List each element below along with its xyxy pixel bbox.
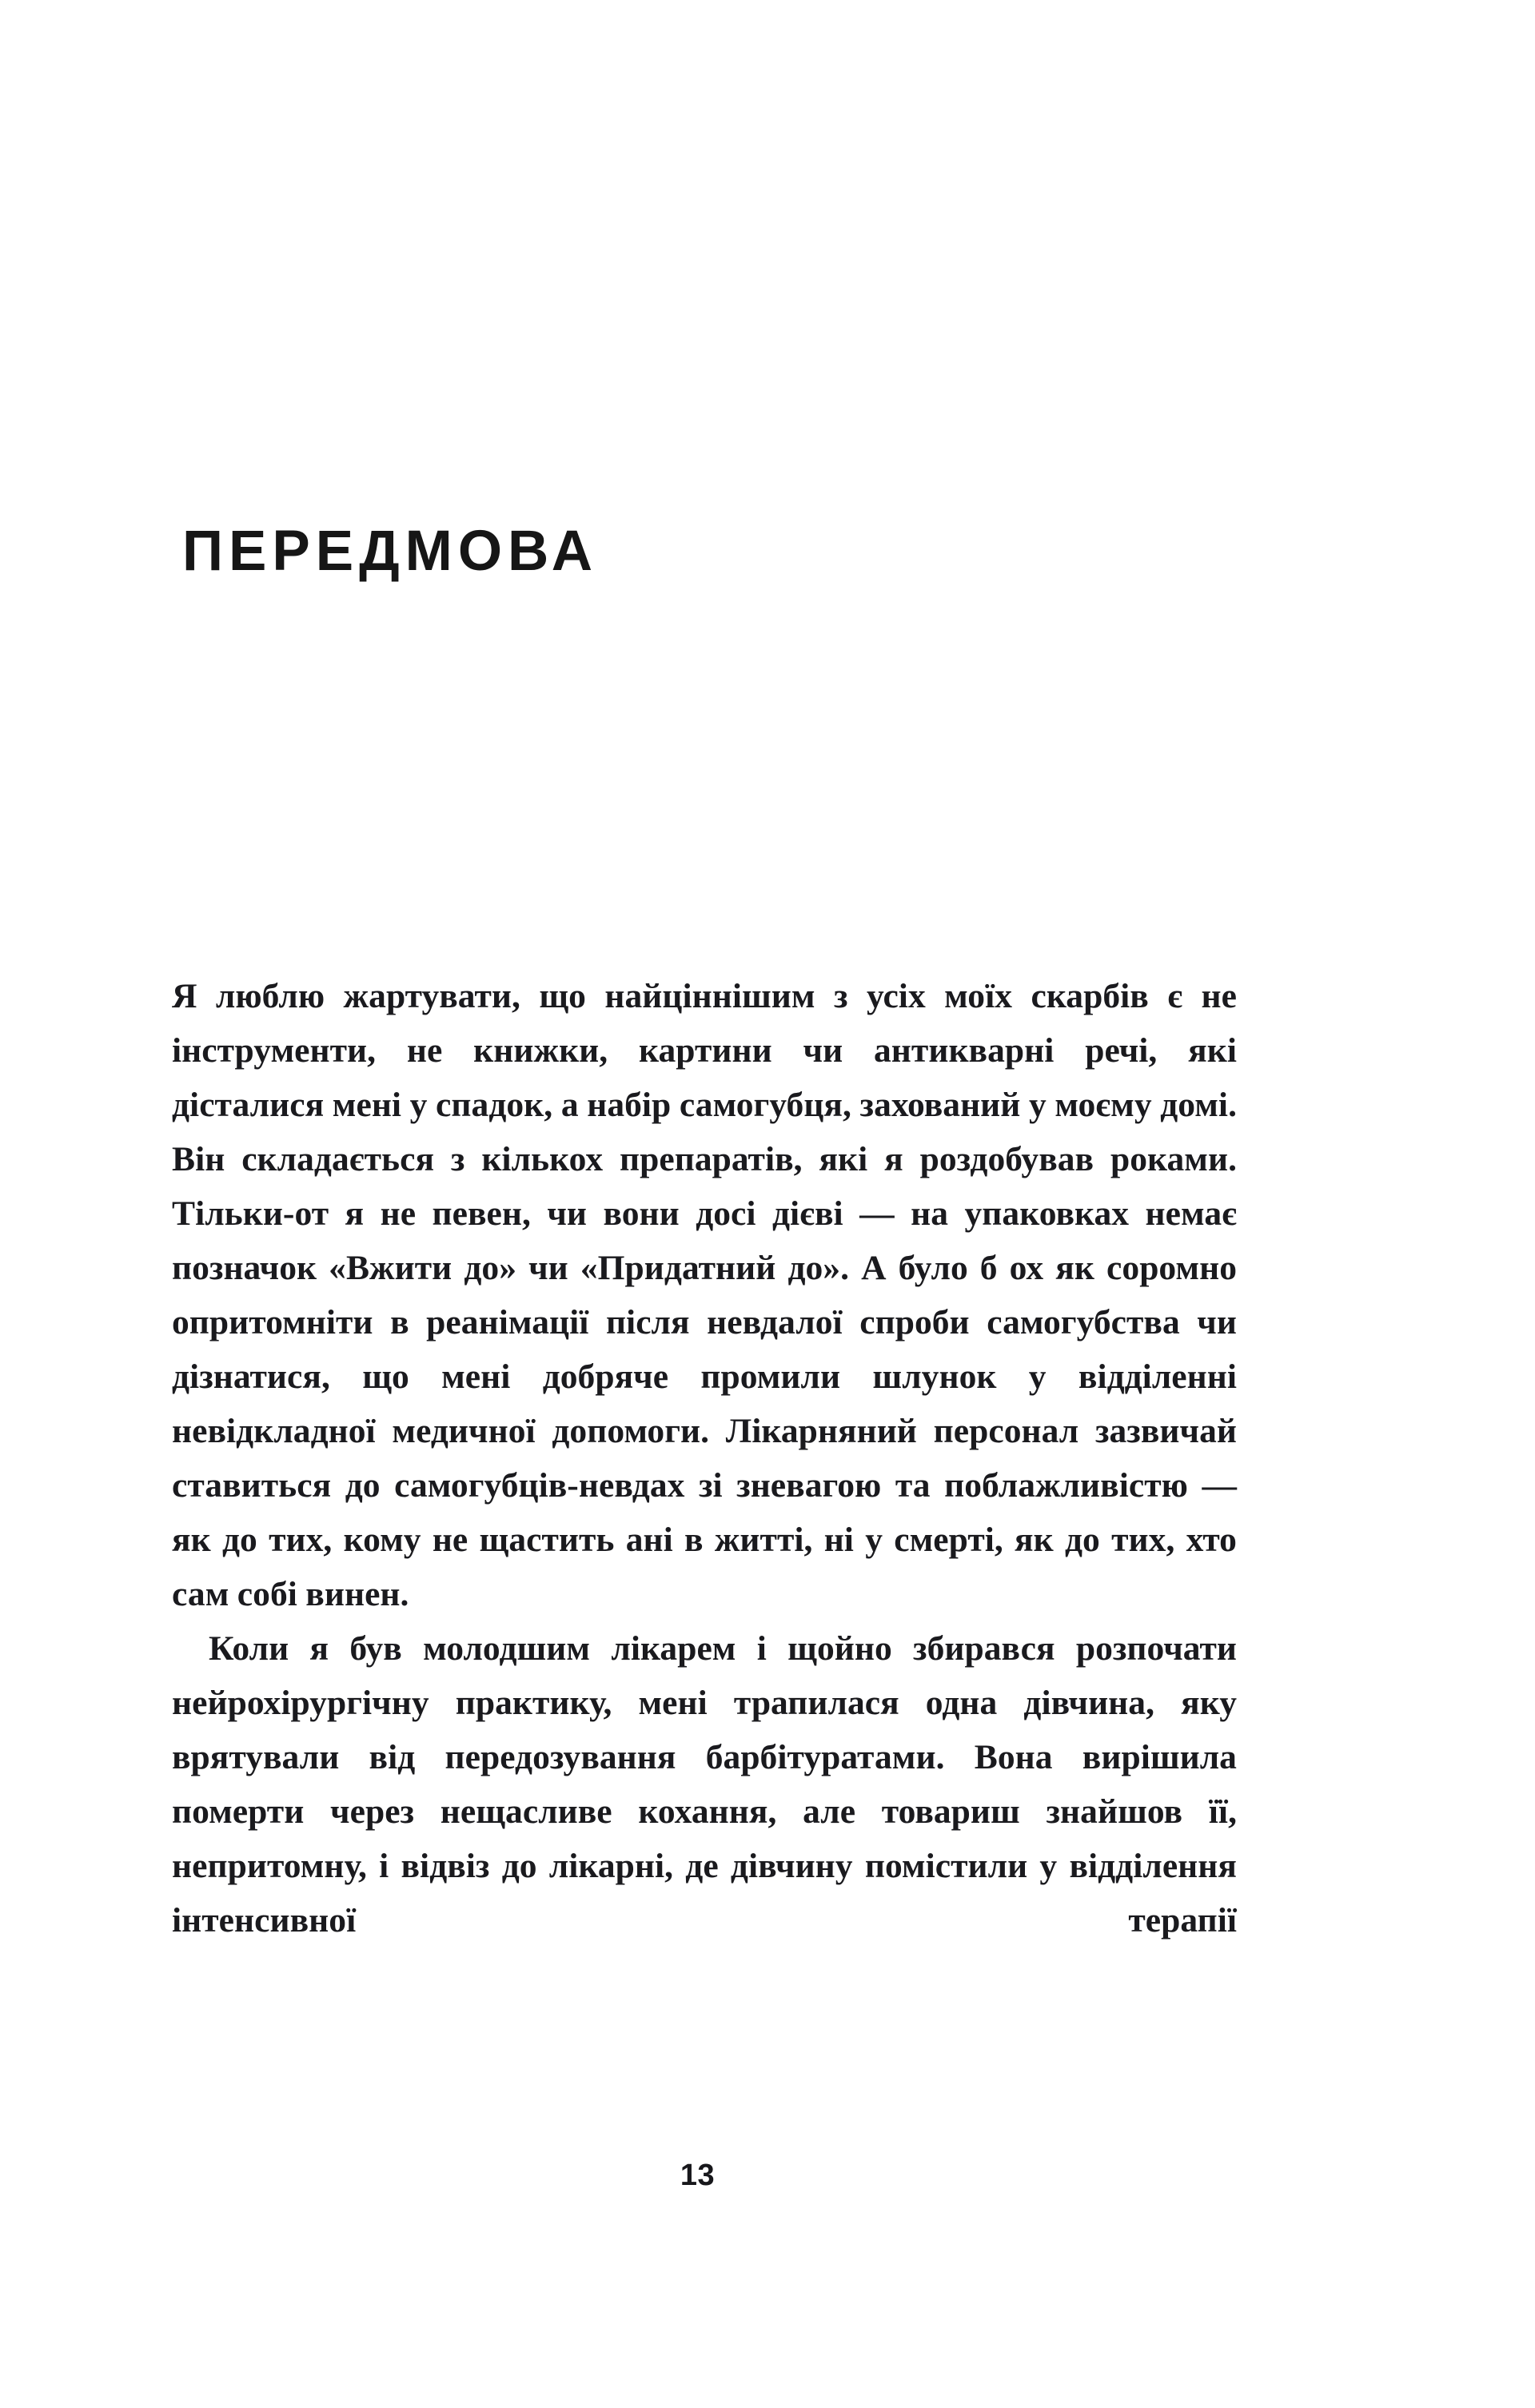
page-number: 13: [680, 2159, 716, 2192]
page-title: ПЕРЕДМОВА: [182, 519, 599, 583]
body-paragraph: Я люблю жартувати, що найціннішим з усіх моїх скарбів є не інструменти, не книжки, картини чи антикварні речі, які дісталися мені у спадок, а набір самогубця, захований у моєму домі. Він складається з кількох препаратів, які я роздобував роками. Тільки-от я не певен, чи вони досі дієві — на упаковках немає позначок «Вжити до» чи «Придатний до». А було б ох як соромно опритомніти в реанімації після невдалої спроби самогубства чи дізнатися, що мені добряче промили шлунок у відділенні невідкладної медичної допомоги. Лікарняний персонал зазвичай ставиться до самогубців-невдах зі зневагою та поблажливістю — як до тих, кому не щастить ані в житті, ні у смерті, як до тих, хто сам собі винен.: [172, 977, 1237, 1613]
body-paragraph: Коли я був молодшим лікарем і щойно збирався розпочати нейрохірургічну практику, мені трапилася одна дівчина, яку врятували від передозування барбітуратами. Вона вирішила померти через нещасливе кохання, але товариш знайшов її, непритомну, і відвіз до лікарні, де дівчину помістили у відділення інтенсивної терапії: [172, 1629, 1237, 1940]
body-text-column: [172, 969, 1237, 1948]
